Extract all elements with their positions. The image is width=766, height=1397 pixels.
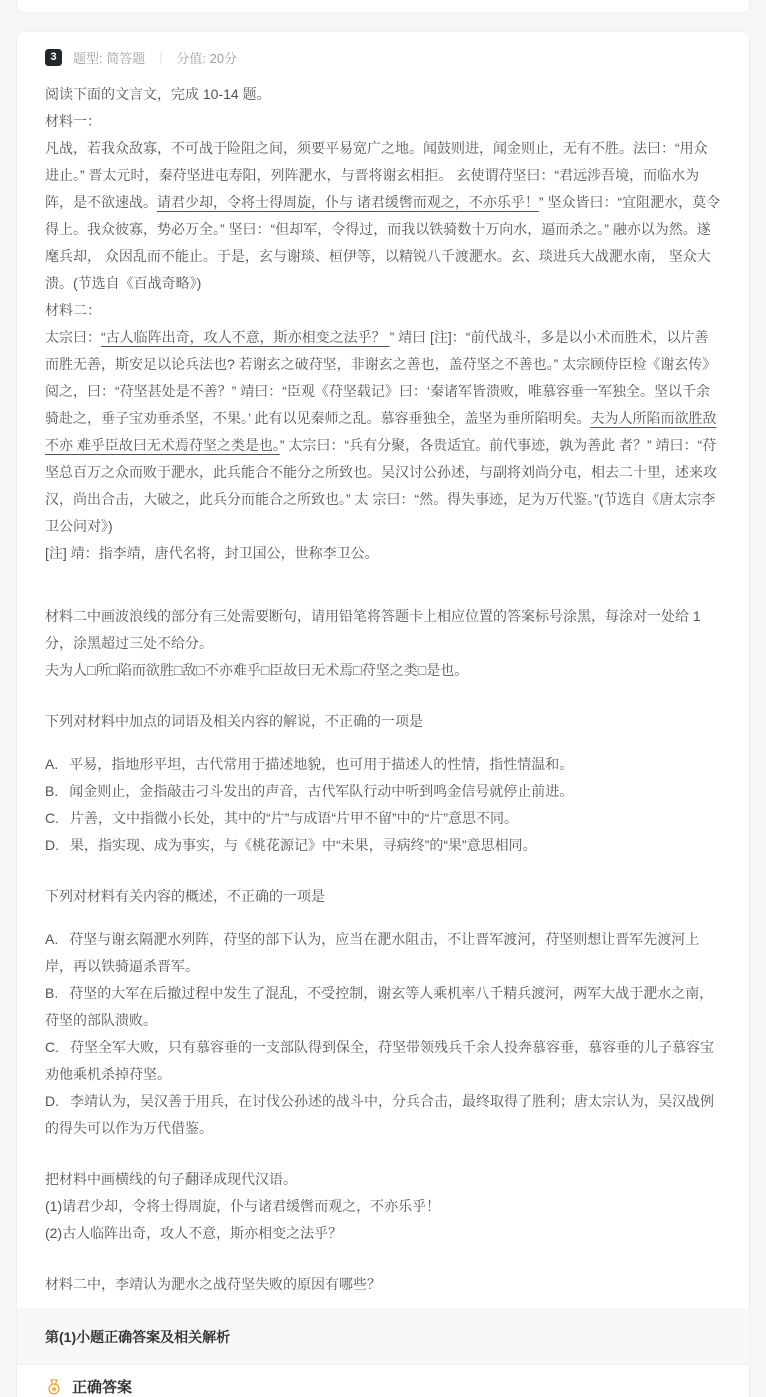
words-stem: 下列对材料中加点的词语及相关内容的解说，不正确的一项是 [45, 713, 423, 729]
question-score-label: 分值: 20分 [176, 50, 238, 66]
option-label: C. [45, 810, 59, 826]
option-row [45, 980, 721, 1034]
correct-answer-label: 正确答案 [72, 1379, 133, 1396]
material1-seg3: ” 坚众皆曰：“宜阻淝水，莫令得上。我众彼寡，势必万全。” 坚曰：“但却军，令得过，而我以铁骑数十万向水，逼而杀之。” 融亦以为然。遂麾兵却， 众因乱而不能止。于是，玄与谢琰、桓伊等，以精锐八千渡淝水。玄、琰进兵大战淝水南， 坚众大溃。(节选自《百战奇略》) [45, 194, 721, 291]
option-text: 果，指实现、成为事实，与《桃花源记》中“未果，寻病终”的“果”意思相同。 [70, 837, 537, 853]
option-row [45, 832, 721, 859]
answer-section-header [17, 1309, 749, 1365]
option-text: 闻金则止，金指敲击刁斗发出的声音，古代军队行动中听到鸣金信号就停止前进。 [69, 783, 574, 799]
option-row [45, 805, 721, 832]
option-row [45, 1034, 721, 1088]
question-type-label: 题型: 简答题 [73, 50, 146, 66]
material2-seg3: ” 靖曰 [注]：“前代战斗，多是以小术而胜术，以片善而胜无善，斯安足以论兵法也? 若谢玄之破苻坚，非谢玄之善也，盖苻坚之不善也。” 太宗顾侍臣检《谢玄传》阅之，曰：“苻坚甚处是不善？” 靖曰：“臣观《苻坚载记》曰：‘秦诸军皆溃败，唯慕容垂一军独全。坚以千余骑赴之，垂子宝劝垂杀坚，不果。’ 此有以见秦师之乱。慕容垂独全，盖坚为垂所陷明矣。 [45, 329, 717, 426]
medal-icon [45, 1378, 63, 1396]
material1-underlined-sentence: 请君少却，令将士得周旋，仆与 诸君缓辔而观之，不亦乐乎！ [157, 194, 539, 210]
material2-seg1: 太宗曰： [45, 329, 101, 345]
option-label: B. [45, 985, 59, 1001]
question-duanju [45, 603, 721, 684]
option-label: A. [45, 931, 59, 947]
duanju-sentence: 夫为人□所□陷而欲胜□敌□不亦难乎□臣故曰无术焉□苻坚之类□是也。 [45, 662, 469, 678]
translate-stem: 把材料中画横线的句子翻译成现代汉语。 [45, 1171, 297, 1187]
option-text: 苻坚与谢玄隔淝水列阵，苻坚的部下认为，应当在淝水阻击，不让晋军渡河，苻坚则想让晋军先渡河上岸，再以铁骑逼杀晋军。 [45, 931, 700, 974]
option-row [45, 926, 721, 980]
question-reason [45, 1271, 721, 1298]
duanju-stem: 材料二中画波浪线的部分有三处需要断句，请用铅笔将答题卡上相应位置的答案标号涂黑，每涂对一处给 1 分，涂黑超过三处不给分。 [45, 608, 701, 651]
question-body [45, 81, 721, 1298]
option-text: 苻坚的大军在后撤过程中发生了混乱，不受控制，谢玄等人乘机率八千精兵渡河，两军大战于淝水之南，苻坚的部队溃败。 [45, 985, 714, 1028]
correct-answer-row [45, 1376, 721, 1397]
option-label: A. [45, 756, 59, 772]
summary-options [45, 926, 721, 1142]
option-label: D. [45, 1093, 59, 1109]
option-row [45, 778, 721, 805]
answer-section-title: 第(1)小题正确答案及相关解析 [45, 1329, 231, 1345]
material1-seg1: 凡战，若我众敌寡，不可战于险阻之间，须要平易宽广之地。闻鼓则进，闻金则止，无有不胜。法曰：“用众进止。” 晋太元时，秦苻坚进屯寿阳，列阵淝水，与晋将谢玄相拒。 玄使谓苻坚曰：“君远涉吾境，而临水为阵，是不欲速战。 [45, 140, 708, 210]
translate-item-2: (2)古人临阵出奇，攻人不意，斯亦相变之法乎？ [45, 1225, 343, 1241]
reason-stem: 材料二中，李靖认为淝水之战苻坚失败的原因有哪些？ [45, 1276, 381, 1292]
material2-underlined-sentence-1: “古人临阵出奇，攻人不意，斯亦相变之法乎？ [101, 329, 390, 345]
option-label: D. [45, 837, 59, 853]
translate-item-1: (1)请君少却，令将士得周旋，仆与诸君缓辔而观之，不亦乐乎！ [45, 1198, 441, 1214]
material2-label: 材料二： [45, 302, 101, 318]
material2-seg5: ” 太宗曰：“兵有分聚，各贵适宜。前代事迹，孰为善此 者？” 靖曰：“苻坚总百万之众而败于淝水，此兵能合不能分之所致也。吴汉讨公孙述，与副将刘尚分屯，相去二十里，述来攻汉，尚出合击，大破之，此兵分而能合之所致也。” 太 宗曰：“然。得失事迹，足为万代鉴。”(节选自《唐太宗李卫公问对》) [45, 437, 717, 534]
passage-note: [注] 靖：指李靖，唐代名将，封卫国公，世称李卫公。 [45, 545, 379, 561]
previous-question-card-edge [16, 0, 750, 13]
option-row [45, 751, 721, 778]
question-header [45, 46, 721, 68]
header-divider: | [159, 50, 163, 64]
option-text: 李靖认为，吴汉善于用兵，在讨伐公孙述的战斗中，分兵合击，最终取得了胜利；唐太宗认为，吴汉战例的得失可以作为万代借鉴。 [45, 1093, 714, 1136]
passage-intro: 阅读下面的文言文，完成 10-14 题。 [45, 86, 271, 102]
option-row [45, 1088, 721, 1142]
option-text: 平易，指地形平坦，古代常用于描述地貌，也可用于描述人的性情，指性情温和。 [69, 756, 574, 772]
words-options [45, 751, 721, 859]
question-summary [45, 883, 721, 1142]
question-translate [45, 1166, 721, 1247]
material2-underlined-sentence-2: 夫为人所陷而欲胜敌不亦 难乎臣故曰无术焉苻坚之类是也。 [45, 410, 717, 453]
question-number-badge: 3 [45, 49, 62, 66]
summary-stem: 下列对材料有关内容的概述，不正确的一项是 [45, 888, 325, 904]
material2-text [45, 324, 721, 540]
question-card [16, 31, 750, 1397]
material1-label: 材料一： [45, 113, 101, 129]
option-text: 片善，文中指微小长处，其中的“片”与成语“片甲不留”中的“片”意思不同。 [70, 810, 518, 826]
question-words [45, 708, 721, 859]
material1-text [45, 135, 721, 297]
option-text: 苻坚全军大败，只有慕容垂的一支部队得到保全，苻坚带领残兵千余人投奔慕容垂，慕容垂的儿子慕容宝劝他乘机杀掉苻坚。 [45, 1039, 714, 1082]
option-label: B. [45, 783, 59, 799]
option-label: C. [45, 1039, 59, 1055]
